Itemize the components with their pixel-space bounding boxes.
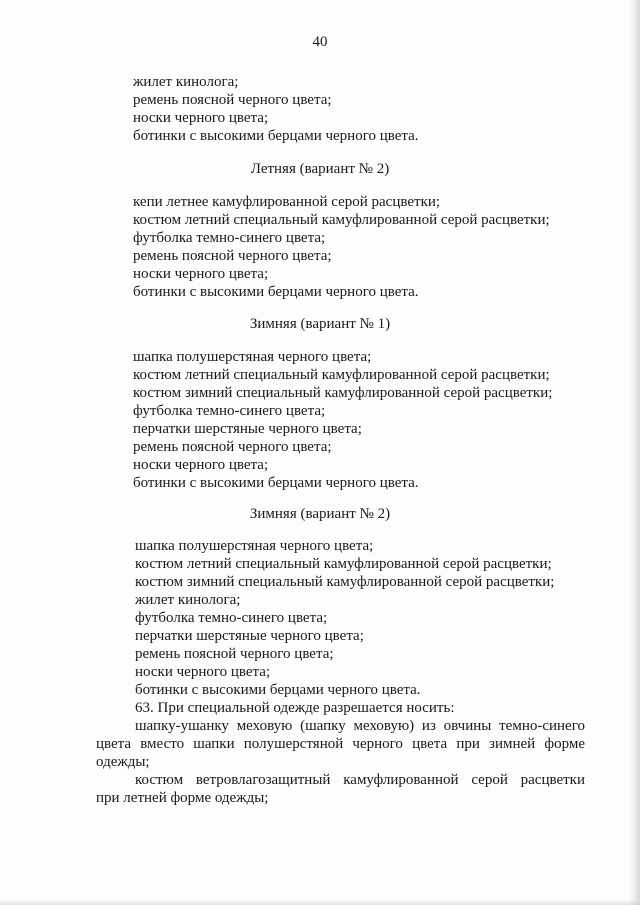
list-item: футболка темно-синего цвета; — [133, 403, 326, 419]
list-item: шапка полушерстяная черного цвета; — [133, 349, 372, 365]
list-item: ботинки с высокими берцами черного цвета. — [133, 284, 419, 300]
list-item: костюм летний специальный камуфлированной серой расцветки; — [133, 212, 550, 228]
list-item: ремень поясной черного цвета; — [133, 439, 332, 455]
list-item: ремень поясной черного цвета; — [133, 92, 332, 108]
list-item: костюм зимний специальный камуфлированной серой расцветки; — [133, 385, 553, 401]
list-item: шапка полушерстяная черного цвета; — [135, 538, 374, 554]
list-item: носки черного цвета; — [133, 266, 269, 282]
paragraph-line: шапку-ушанку меховую (шапку меховую) из овчины темно-синего — [135, 718, 585, 734]
list-item: ботинки с высокими берцами черного цвета. — [133, 128, 419, 144]
list-item: ремень поясной черного цвета; — [133, 248, 332, 264]
list-item: жилет кинолога; — [133, 74, 239, 90]
paragraph-line: костюм ветровлагозащитный камуфлированной серой расцветки — [135, 772, 585, 788]
section-heading-winter-1: Зимняя (вариант № 1) — [249, 316, 391, 332]
list-item: футболка темно-синего цвета; — [135, 610, 328, 626]
paragraph-line: при летней форме одежды; — [96, 790, 269, 806]
list-item: носки черного цвета; — [133, 110, 269, 126]
list-item: костюм зимний специальный камуфлированной серой расцветки; — [135, 574, 555, 590]
list-item: носки черного цвета; — [133, 457, 269, 473]
section-heading-summer-2: Летняя (вариант № 2) — [250, 161, 390, 177]
scan-edge-shadow — [630, 0, 640, 905]
list-item: жилет кинолога; — [135, 592, 241, 608]
list-item: носки черного цвета; — [135, 664, 271, 680]
scan-edge-shadow-bottom — [0, 899, 640, 905]
list-item: костюм летний специальный камуфлированной серой расцветки; — [133, 367, 550, 383]
list-item: ботинки с высокими берцами черного цвета. — [133, 475, 419, 491]
list-item: перчатки шерстяные черного цвета; — [135, 628, 364, 644]
list-item: кепи летнее камуфлированной серой расцветки; — [133, 194, 441, 210]
paragraph-line: одежды; — [96, 754, 150, 770]
clause-63: 63. При специальной одежде разрешается носить: — [135, 700, 455, 716]
list-item: футболка темно-синего цвета; — [133, 230, 326, 246]
paragraph-line: цвета вместо шапки полушерстяной черного цвета при зимней форме — [96, 736, 585, 752]
page-number: 40 — [312, 34, 328, 50]
list-item: перчатки шерстяные черного цвета; — [133, 421, 362, 437]
list-item: ремень поясной черного цвета; — [135, 646, 334, 662]
list-item: ботинки с высокими берцами черного цвета. — [135, 682, 421, 698]
list-item: костюм летний специальный камуфлированной серой расцветки; — [135, 556, 552, 572]
section-heading-winter-2: Зимняя (вариант № 2) — [249, 506, 391, 522]
